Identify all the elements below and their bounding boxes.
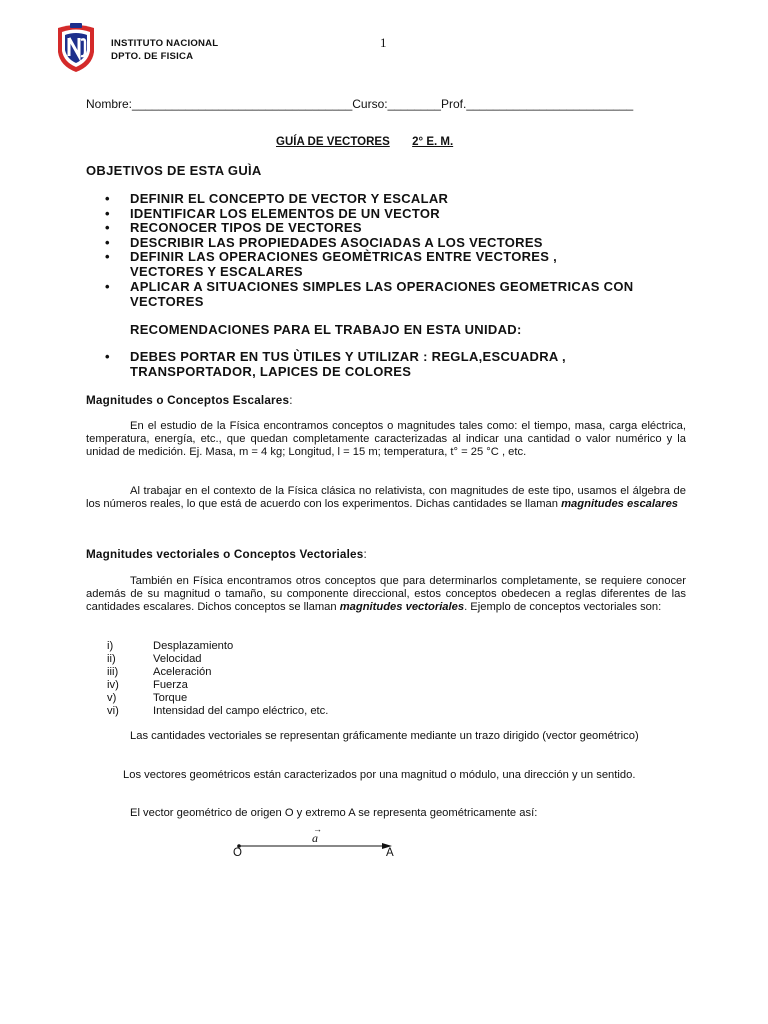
vector-origin-label: O	[233, 847, 242, 859]
vector-paragraph-4: El vector geométrico de origen O y extremo A se representa geométricamente así:	[130, 807, 538, 819]
scalar-term: magnitudes escalares	[561, 497, 679, 510]
objective-item: • RECONOCER TIPOS DE VECTORES	[105, 220, 362, 235]
objective-item: • IDENTIFICAR LOS ELEMENTOS DE UN VECTOR	[105, 206, 440, 221]
scalar-paragraph-2: Al trabajar en el contexto de la Física clásica no relativista, con magnitudes de este tipo, usamos el álgebra de los números reales, lo que está de acuerdo con los experimentos. Dichas cantidades se llaman magnitudes escalares	[86, 485, 686, 510]
bullet-icon: •	[105, 249, 110, 264]
title-main: GUÍA DE VECTORES	[276, 136, 390, 148]
institution-logo	[54, 22, 98, 74]
title-grade: 2° E. M.	[412, 136, 454, 148]
objectives-heading: OBJETIVOS DE ESTA GUÌA	[86, 163, 262, 178]
scalar-paragraph-1: En el estudio de la Física encontramos conceptos o magnitudes tales como: el tiempo, masa, carga eléctrica, temperatura, energía, etc., que quedan completamente caracterizadas al indicar una cantidad o valor numérico y la unidad de medición. Ej. Masa, m = 4 kg; Longitud, l = 15 m; temperatura, t° = 25 °C , etc.	[86, 420, 686, 458]
vector-section-heading: Magnitudes vectoriales o Conceptos Vectoriales:	[86, 548, 367, 561]
department-name: DPTO. DE FISICA	[111, 51, 194, 62]
bullet-icon: •	[105, 220, 110, 235]
scalar-section-heading: Magnitudes o Conceptos Escalares:	[86, 394, 293, 407]
objective-item: • DESCRIBIR LAS PROPIEDADES ASOCIADAS A LOS VECTORES	[105, 235, 543, 250]
vector-paragraph-3: Los vectores geométricos están caracterizados por una magnitud o módulo, una dirección y un sentido.	[123, 769, 636, 781]
vector-paragraph-1: También en Física encontramos otros conceptos que para determinarlos completamente, se requiere conocer además de su magnitud o tamaño, su componente direccional, estos conceptos obedecen a reglas diferentes de las cantidades escalares. Dichos conceptos se llaman magnitudes vectoriales. Ejemplo de conceptos vectoriales son:	[86, 575, 686, 613]
page-number: 1	[380, 35, 387, 50]
recommendation-item: • DEBES PORTAR EN TUS ÙTILES Y UTILIZAR : REGLA,ESCUADRA , TRANSPORTADOR, LAPICES DE COLORES	[105, 349, 566, 379]
bullet-icon: •	[105, 235, 110, 250]
institution-name: INSTITUTO NACIONAL	[111, 38, 219, 49]
objective-item: • DEFINIR LAS OPERACIONES GEOMÈTRICAS ENTRE VECTORES , VECTORES Y ESCALARES	[105, 249, 558, 279]
student-info-line: Nombre:_________________________________Curso:________Prof._________________________	[86, 97, 634, 111]
objective-item: • DEFINIR EL CONCEPTO DE VECTOR Y ESCALAR	[105, 191, 449, 206]
objective-item: • APLICAR A SITUACIONES SIMPLES LAS OPERACIONES GEOMETRICAS CON VECTORES	[105, 279, 634, 309]
document-title	[276, 136, 453, 148]
vector-paragraph-2: Las cantidades vectoriales se representan gráficamente mediante un trazo dirigido (vector geométrico)	[130, 730, 639, 742]
bullet-icon: •	[105, 349, 110, 364]
bullet-icon: •	[105, 191, 110, 206]
recommendations-heading: RECOMENDACIONES PARA EL TRABAJO EN ESTA UNIDAD:	[130, 322, 522, 337]
bullet-icon: •	[105, 279, 110, 294]
vector-name-label: → a	[312, 824, 322, 845]
institution-block	[111, 37, 218, 63]
vector-end-label: A	[386, 847, 394, 859]
bullet-icon: •	[105, 206, 110, 221]
vector-term: magnitudes vectoriales	[339, 600, 465, 613]
vector-arrow-icon: →	[313, 824, 322, 834]
